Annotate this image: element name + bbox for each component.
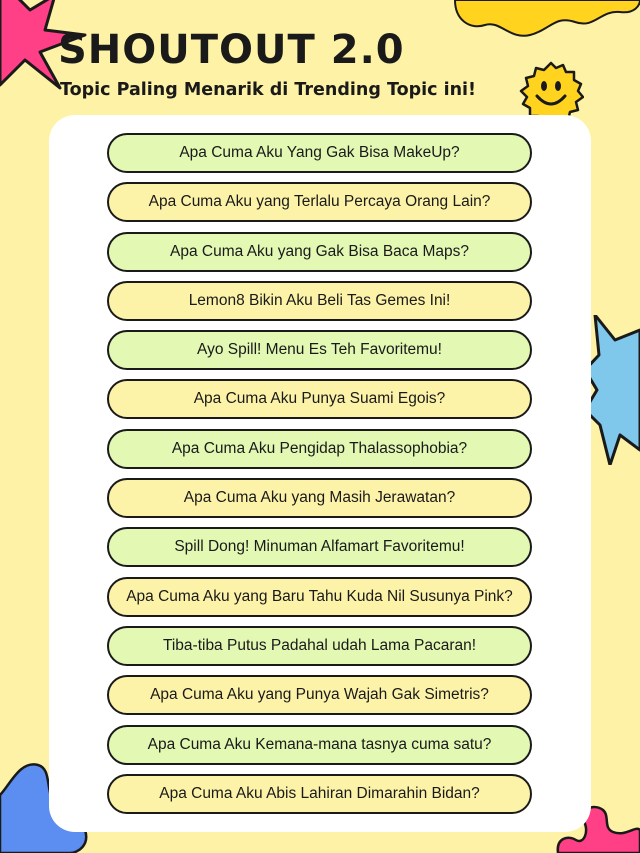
topic-pill[interactable]: Apa Cuma Aku Abis Lahiran Dimarahin Bidan?	[107, 774, 532, 814]
topic-pill[interactable]: Spill Dong! Minuman Alfamart Favoritemu!	[107, 527, 532, 567]
topic-pill[interactable]: Apa Cuma Aku yang Punya Wajah Gak Simetris?	[107, 675, 532, 715]
topic-pill[interactable]: Apa Cuma Aku Yang Gak Bisa MakeUp?	[107, 133, 532, 173]
topic-pill[interactable]: Apa Cuma Aku Pengidap Thalassophobia?	[107, 429, 532, 469]
blue-starburst-icon	[585, 315, 640, 465]
topic-pill[interactable]: Lemon8 Bikin Aku Beli Tas Gemes Ini!	[107, 281, 532, 321]
topic-pill[interactable]: Apa Cuma Aku Kemana-mana tasnya cuma satu?	[107, 725, 532, 765]
topic-pill[interactable]: Apa Cuma Aku yang Baru Tahu Kuda Nil Susunya Pink?	[107, 577, 532, 617]
topic-pill[interactable]: Apa Cuma Aku yang Gak Bisa Baca Maps?	[107, 232, 532, 272]
page-subtitle: Topic Paling Menarik di Trending Topic ini!	[60, 80, 477, 100]
topic-pill[interactable]: Apa Cuma Aku Punya Suami Egois?	[107, 379, 532, 419]
topic-pill[interactable]: Ayo Spill! Menu Es Teh Favoritemu!	[107, 330, 532, 370]
topic-list	[107, 133, 532, 823]
topic-pill[interactable]: Apa Cuma Aku yang Masih Jerawatan?	[107, 478, 532, 518]
page-title: SHOUTOUT 2.0	[58, 27, 405, 73]
topic-pill[interactable]: Apa Cuma Aku yang Terlalu Percaya Orang Lain?	[107, 182, 532, 222]
topic-pill[interactable]: Tiba-tiba Putus Padahal udah Lama Pacaran!	[107, 626, 532, 666]
